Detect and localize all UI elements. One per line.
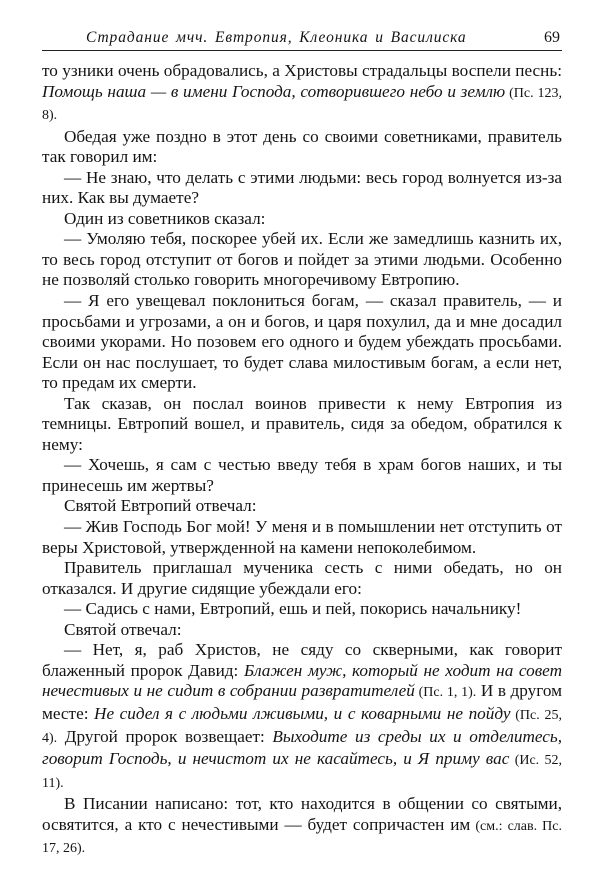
scripture-reference: (Пс. 123, 8). — [42, 85, 562, 124]
paragraph: Правитель приглашал мученика сесть с ними обедать, но он отказался. И другие сидящие убеждали его: — [42, 558, 562, 598]
scripture-reference: (Пс. 25, 4). — [42, 707, 562, 746]
text-run: то узники очень обрадовались, а Христовы страдальцы воспели песнь: — [42, 61, 562, 80]
paragraph: — Жив Господь Бог мой! У меня и в помышлении нет отступить от веры Христовой, утвержденной на камени непоколебимом. — [42, 517, 562, 557]
paragraph: — Умоляю тебя, поскорее убей их. Если же замедлишь казнить их, то весь город отступит от богов и пойдет за этими людьми. Особенно не позволяй столько говорить многоречивому Евтропию. — [42, 229, 562, 290]
paragraph — [42, 61, 562, 127]
paragraph — [42, 794, 562, 860]
body-text — [42, 61, 562, 860]
scripture-reference: (Пс. 1, 1). — [414, 685, 477, 701]
book-page — [42, 28, 562, 860]
text-run: И в другом месте: — [42, 681, 562, 723]
text-run: — Нет, я, раб Христов, не сяду со скверными, как говорит блаженный пророк Давид: — [42, 640, 562, 680]
paragraph: Святой Евтропий отвечал: — [64, 496, 257, 516]
paragraph — [42, 640, 562, 794]
running-title: Страдание мчч. Евтропия, Клеоника и Василиска — [86, 29, 467, 46]
text-run: В Писании написано: тот, кто находится в общении со святыми, освятится, а кто с нечестивыми — будет сопричастен им — [42, 794, 562, 834]
paragraph: Святой отвечал: — [64, 619, 182, 639]
text-run: Другой пророк возвещает: — [57, 726, 273, 746]
paragraph: — Не знаю, что делать с этими людьми: весь город волнуется из-за них. Как вы думаете? — [42, 167, 562, 208]
paragraph: Обедая уже поздно в этот день со своими советниками, правитель так говорил им: — [42, 126, 562, 167]
paragraph: — Я его увещевал поклониться богам, — сказал правитель, — и просьбами и угрозами, а он и богов, и царя похулил, да и мне досадил своими укорами. Но позовем его одного и будем убеждать просьбами. Если он нас послушает, то будет слава милостивым богам, а если нет, то предам их смерти. — [42, 291, 562, 393]
page-number: 69 — [544, 29, 560, 46]
scripture-quote: Помощь наша — в имени Господа, сотворившего небо и землю — [42, 81, 506, 101]
scripture-reference: (Ис. 52, 11). — [42, 753, 562, 791]
paragraph: Один из советников сказал: — [64, 208, 266, 228]
scripture-quote: Блажен муж, который не ходит на совет нечестивых и не сидит в собрании развратителей — [42, 660, 562, 701]
scripture-reference: (см.: слав. Пс. 17, 26). — [42, 818, 562, 857]
scripture-quote: Выходите из среды их и отделитесь, говорит Господь, и нечистот их не касайтесь, и Я приму вас — [42, 726, 563, 769]
paragraph: — Хочешь, я сам с честью введу тебя в храм богов наших, и ты принесешь им жертвы? — [42, 455, 562, 495]
scripture-quote: Не сидел я с людьми лживыми, и с коварными не пойду — [94, 703, 511, 723]
paragraph: Так сказав, он послал воинов привести к нему Евтропия из темницы. Евтропий вошел, и правитель, сидя за обедом, обратился к нему: — [42, 393, 562, 454]
paragraph: — Садись с нами, Евтропий, ешь и пей, покорись начальнику! — [64, 599, 522, 619]
running-header — [42, 28, 562, 51]
